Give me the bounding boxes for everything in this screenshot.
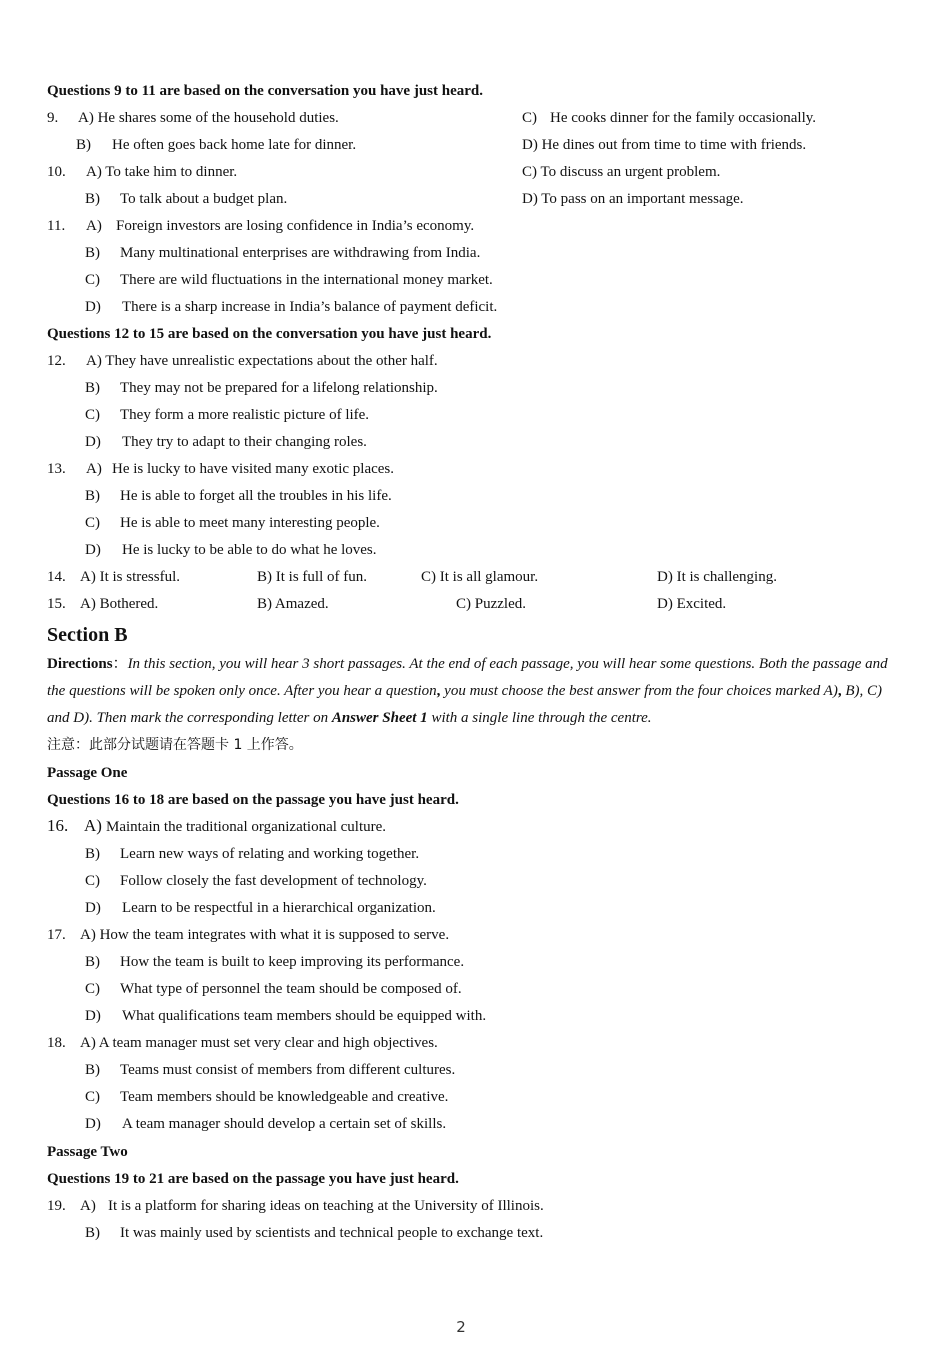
q18-option-b: Teams must consist of members from different cultures. [120, 1062, 456, 1078]
q10-option-b-letter: B) [85, 191, 100, 207]
q17-option-c-letter: C) [85, 981, 100, 997]
directions-label: Directions [47, 656, 113, 672]
q19-number: 19. [47, 1198, 66, 1214]
q16-option-c-letter: C) [85, 873, 100, 889]
q13-option-d-letter: D) [85, 542, 101, 558]
q12-option-c: They form a more realistic picture of life. [120, 407, 370, 423]
directions-comma-2: , [837, 683, 842, 699]
q14-option-b: B) It is full of fun. [257, 569, 367, 585]
q14-number: 14. [47, 569, 66, 585]
q17-option-d-letter: D) [85, 1008, 101, 1024]
q16-option-d-letter: D) [85, 900, 101, 916]
page-number: 2 [456, 1318, 466, 1336]
q15-option-b: B) Amazed. [257, 596, 329, 612]
q18-option-b-letter: B) [85, 1062, 100, 1078]
q12-number: 12. [47, 353, 66, 369]
chinese-note: 注意：此部分试题请在答题卡 1 上作答。 [47, 737, 303, 753]
directions-text-3: B), C) and D). Then mark the corresponding letter on [47, 683, 883, 726]
q12-option-d: They try to adapt to their changing roles. [122, 434, 367, 450]
q16-option-a: Maintain the traditional organizational culture. [106, 819, 387, 835]
q16-option-a-letter: A) [84, 816, 102, 835]
q17-option-b-letter: B) [85, 954, 100, 970]
q12-option-b-letter: B) [85, 380, 100, 396]
q14-option-a: A) It is stressful. [80, 569, 180, 585]
q17-option-c: What type of personnel the team should be composed of. [120, 981, 462, 997]
passage-one-title: Passage One [47, 765, 128, 781]
q13-number: 13. [47, 461, 66, 477]
group-header-12-15: Questions 12 to 15 are based on the conversation you have just heard. [47, 326, 492, 342]
q9-number: 9. [47, 110, 59, 126]
q16-number: 16. [47, 816, 69, 835]
q19-option-a-letter: A) [80, 1198, 96, 1214]
q11-option-a: Foreign investors are losing confidence in India’s economy. [116, 218, 475, 234]
q11-number: 11. [47, 218, 66, 234]
answer-sheet-label: Answer Sheet 1 [331, 710, 428, 726]
q18-option-d: A team manager should develop a certain set of skills. [122, 1116, 447, 1132]
q13-option-d: He is lucky to be able to do what he loves. [122, 542, 377, 558]
q19-option-b: It was mainly used by scientists and technical people to exchange text. [120, 1225, 544, 1241]
q17-option-d: What qualifications team members should be equipped with. [122, 1008, 487, 1024]
q17-option-b: How the team is built to keep improving its performance. [120, 954, 465, 970]
q10-number: 10. [47, 164, 66, 180]
q10-option-d: D) To pass on an important message. [522, 191, 744, 207]
q12-option-b: They may not be prepared for a lifelong relationship. [120, 380, 438, 396]
directions-text-2: you must choose the best answer from the four choices marked A) [440, 683, 838, 699]
group-header-9-11: Questions 9 to 11 are based on the conversation you have just heard. [47, 83, 483, 99]
directions-text-4: with a single line through the centre. [427, 710, 652, 726]
q15-number: 15. [47, 596, 66, 612]
passage-two-title: Passage Two [47, 1144, 128, 1160]
q17-number: 17. [47, 927, 66, 943]
q13-option-c: He is able to meet many interesting people. [120, 515, 380, 531]
q13-option-b: He is able to forget all the troubles in his life. [120, 488, 392, 504]
directions-comma: , [436, 683, 441, 699]
q18-option-a: A) A team manager must set very clear and high objectives. [80, 1035, 438, 1051]
q13-option-b-letter: B) [85, 488, 100, 504]
q9-option-c: He cooks dinner for the family occasionally. [550, 110, 817, 126]
group-header-16-18: Questions 16 to 18 are based on the passage you have just heard. [47, 792, 459, 808]
q19-option-a: It is a platform for sharing ideas on teaching at the University of Illinois. [108, 1198, 544, 1214]
q11-option-b: Many multinational enterprises are withdrawing from India. [120, 245, 481, 261]
q9-option-b: He often goes back home late for dinner. [112, 137, 357, 153]
section-title: Section B [47, 624, 128, 646]
q9-option-a: A) He shares some of the household duties. [78, 110, 339, 126]
q11-option-c: There are wild fluctuations in the international money market. [120, 272, 493, 288]
q10-option-c: C) To discuss an urgent problem. [522, 164, 721, 180]
q10-option-b: To talk about a budget plan. [120, 191, 288, 207]
q11-option-c-letter: C) [85, 272, 100, 288]
q15-option-d: D) Excited. [657, 596, 727, 612]
q16-option-b-letter: B) [85, 846, 100, 862]
q18-option-c-letter: C) [85, 1089, 100, 1105]
q11-option-b-letter: B) [85, 245, 100, 261]
q12-option-d-letter: D) [85, 434, 101, 450]
q13-option-a: He is lucky to have visited many exotic places. [112, 461, 395, 477]
q9-option-c-letter: C) [522, 110, 537, 126]
q16-option-c: Follow closely the fast development of technology. [120, 873, 427, 889]
q16-option-d: Learn to be respectful in a hierarchical organization. [122, 900, 436, 916]
q14-option-c: C) It is all glamour. [421, 569, 539, 585]
group-header-19-21: Questions 19 to 21 are based on the passage you have just heard. [47, 1171, 459, 1187]
q18-number: 18. [47, 1035, 66, 1051]
q14-option-d: D) It is challenging. [657, 569, 777, 585]
q10-option-a: A) To take him to dinner. [86, 164, 238, 180]
q15-option-c: C) Puzzled. [456, 596, 526, 612]
q13-option-c-letter: C) [85, 515, 100, 531]
directions-text-1: In this section, you will hear 3 short passages. At the end of each passage, you will hear some questions. Both the passage and the questions will be spoken only once. After you hear a question [47, 656, 888, 699]
section-directions [47, 651, 907, 732]
q11-option-a-letter: A) [86, 218, 102, 234]
q9-option-b-letter: B) [76, 137, 91, 153]
q17-option-a: A) How the team integrates with what it is supposed to serve. [80, 927, 450, 943]
q11-option-d: There is a sharp increase in India’s balance of payment deficit. [122, 299, 498, 315]
q9-option-d: D) He dines out from time to time with friends. [522, 137, 807, 153]
q19-option-b-letter: B) [85, 1225, 100, 1241]
directions-colon: ： [112, 656, 128, 672]
q13-option-a-letter: A) [86, 461, 102, 477]
q18-option-c: Team members should be knowledgeable and creative. [120, 1089, 449, 1105]
q12-option-a: A) They have unrealistic expectations about the other half. [86, 353, 438, 369]
q18-option-d-letter: D) [85, 1116, 101, 1132]
q15-option-a: A) Bothered. [80, 596, 159, 612]
q16-option-b: Learn new ways of relating and working together. [120, 846, 420, 862]
q12-option-c-letter: C) [85, 407, 100, 423]
q11-option-d-letter: D) [85, 299, 101, 315]
